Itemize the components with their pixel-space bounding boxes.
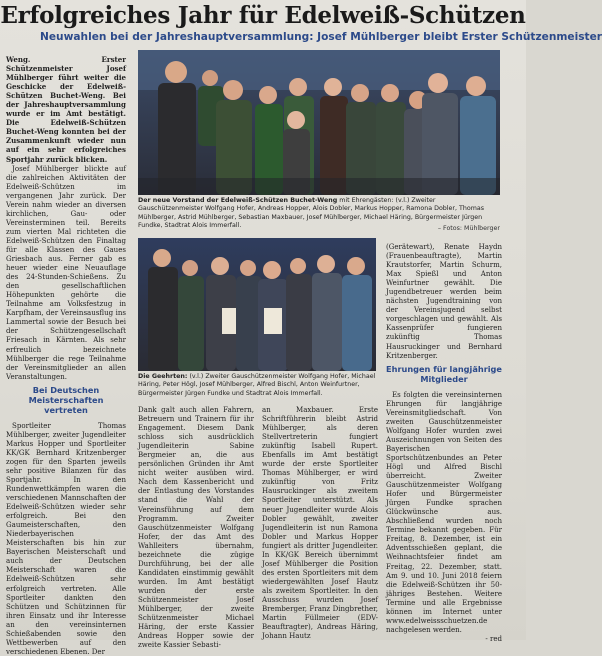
photo1-caption-text: mit Ehrengästen: (v.l.) Zweiter Gauschützenmeister Wolfgang Hofer, Andreas Hopper, Alois Dobler, Markus Hopper, Ramona Dobler, Thomas Mühlberger, Astrid Mühlberger, Sebastian Maxbauer, Josef Mühlberger, Michael Häring, Bürgermeister Jürgen Fundke, Stadtrat Alois Immerfall. (138, 197, 484, 230)
body-paragraph: an Maxbauer. Erste Schriftführerin bleibt Astrid Mühlberger, als deren Stellvertreterin fungiert zukünftig Isabell Rupert. Ebenfalls im Amt bestätigt wurde der erste Sportleiter Thomas Mühlberger, er wird zukünftig von Fritz Hausruckinger als zweitem Sportleiter unterstützt. Als neuer Jugendleiter wurde Alois Dobler gewählt, zweiter Jugendleiterin ist nun Ramona Dobler und Markus Hopper fungiert als dritter Jugendleiter. In KK/GK Bereich übernimmt Josef Mühlberger die Position des ersten Sportleiters mit dem wiedergewählten Josef Hautz als zweitem Sportleiter. In den Ausschuss wurden Josef Bremberger, Franz Dingbrether, Martin Füllmeier (EDV-Beauftragter), Andreas Häring, Johann Hautz (262, 405, 378, 641)
photo-board-group-image (138, 50, 500, 195)
photo-honorees-group (138, 238, 376, 371)
article-subheadline: Neuwahlen bei der Jahreshauptversammlung: Josef Mühlberger bleibt Erster Schützenmeister (40, 31, 602, 43)
body-paragraph: Sportleiter Thomas Mühlberger, zweiter Jugendleiter Markus Hopper und Sportleiter KK/GK Bernhard Kritzenberger zogen für den Sparten jeweils sehr positive Bilanzen für das Sportjahr. In den Rundenwettkämpfen waren die verschiedenen Mannschaften der Edelweiß-Schützen wieder sehr erfolgreich. Bei den Gaumeisterschaften, den Niederbayerischen Meisterschaften bis hin zur Bayerischen Meisterschaft und auch der Deutschen Meisterschaft waren die Edelweiß-Schützen sehr erfolgreich vertreten. Alle Sportleiter dankten den Schützen und Schützinnen für ihren Einsatz und ihr Interesse an den vereinsinternen Schießabenden sowie den Wettbewerben auf den verschiedenen Ebenen. Der (6, 420, 126, 656)
author-signature: - red (485, 633, 502, 643)
text-column-4 (386, 242, 502, 643)
photo-honorees-group-image (138, 238, 376, 371)
photo1-caption-lead: Der neue Vorstand der Edelweiß-Schützen Buchet-Weng (138, 197, 338, 204)
intro-text: Erster Schützenmeister Josef Mühlberger führt weiter die Geschicke der Edelweiß-Schützen Buchet-Weng. Bei der Jahreshauptversammlung wurde er im Amt bestätigt. Die Edelweiß-Schützen Buchet-Weng konnten bei der Zusammenkunft wieder nun auf ein sehr erfolgreiches Sportjahr zurück blicken. (6, 55, 126, 164)
photo2-caption-lead: Die Geehrten: (138, 373, 188, 380)
text-column-3 (262, 405, 378, 640)
section-title-ehrungen: Ehrungen für langjährige Mitglieder (386, 363, 502, 384)
photo2-caption (138, 373, 376, 399)
photo1-caption (138, 197, 500, 241)
article-headline: Erfolgreiches Jahr für Edelweiß-Schützen (0, 2, 526, 29)
photo2-caption-text: (v.l.) Zweiter Gauschützenmeister Wolfgang Hofer, Michael Häring, Peter Högl, Josef Mühlberger, Alfred Bischl, Anton Weinfurtner, Bürgermeister Jürgen Fundke und Stadtrat Alois Immerfall. (138, 373, 376, 397)
body-paragraph: Es folgten die vereinsinternen Ehrungen für langjährige Vereinsmitgliedschaft. Von zweiten Gauschützenmeister Wolfgang Hofer wurden zwei Auszeichnungen von Seiten des Bayerischen Sportschützenbundes an Peter Högl und Alfred Bischl überreicht. Zweiter Gauschützenmeister Wolfgang Hofer und Bürgermeister Jürgen Fundke sprachen Glückwünsche aus. Abschließend wurden noch Termine bekannt gegeben. Für Freitag, 8. Dezember, ist ein Adventsschießen geplant, die Weihnachtsfeier findet am Freitag, 22. Dezember, statt. Am 9. und 10. Juni 2018 feiern die Edelweiß-Schützen ihr 50-jähriges Bestehen. Weitere Termine und alle Ergebnisse können im Internet unter www.edelweissschuetzen.de nachgelesen werden. (386, 389, 502, 634)
dateline: Weng. (6, 55, 31, 64)
body-paragraph: (Gerätewart), Renate Haydn (Frauenbeauftragte), Martin Krautstorfer, Martin Schurm, Max Spießl und Anton Weinfurtner gewählt. Die Jugendbetreuer werden beim nächsten Jugendtraining von der Vereinsjugend selbst vorgeschlagen und gewählt. Als Kassenprüfer fungieren zukünftig Thomas Hausruckinger und Bernhard Kritzenberger. (386, 242, 502, 360)
section-title-meisterschaften: Bei Deutschen Meisterschaften vertreten (28, 384, 104, 415)
photo-credit: – Fotos: Mühlberger (437, 225, 500, 232)
text-column-1 (6, 55, 126, 656)
body-paragraph: Dank galt auch allen Fahrern, Betreuern und Trainern für ihr Engagement. Diesem Dank schloss sich ausdrücklich Jugendleiterin Sabine Bergmeier an, die aus persönlichen Gründen ihr Amt nicht weiter ausüben wird. Nach dem Kassenbericht und der Entlastung des Vorstandes stand die Wahl der Vereinsführung auf dem Programm. Zweiter Gauschützenmeister Wolfgang Hofer, der das Amt des Wahlleiters übernahm, bezeichnete die zügige Durchführung, bei der alle Kandidaten einstimmig gewählt wurden. Im Amt bestätigt wurden der erste Schützenmeister Josef Mühlberger, der zweite Schützenmeister Michael Häring, der erste Kassier Andreas Hopper sowie der zweite Kassier Sebasti- (138, 405, 254, 650)
body-paragraph: Josef Mühlberger blickte auf die zahlreichen Aktivitäten der Edelweiß-Schützen im vergangenen Jahr zurück. Der Verein nahm wieder an diversen kirchlichen, Gau- oder Vereinsterminen teil. Bereits zum vierten Mal richteten die Edelweiß-Schützen den Finaltag für alle Klassen des Gaues Griesbach aus. Ferner gab es heuer wieder eine Neuauflage des 24-Stunden-Schießens. Zu den gesellschaftlichen Höhepunkten gehörte die Teilnahme am Volksfestzug in Karpfham, der Vereinsausflug ins Lammertal sowie der Besuch bei der Schützengesellschaft Friesach in Kärnten. Als sehr erfreulich bezeichnete Mühlberger die rege Teilnahme der Vereinsmitglieder an allen Veranstaltungen. (6, 163, 126, 381)
intro-paragraph (6, 55, 126, 164)
text-column-2 (138, 405, 254, 650)
photo-board-group (138, 50, 500, 195)
